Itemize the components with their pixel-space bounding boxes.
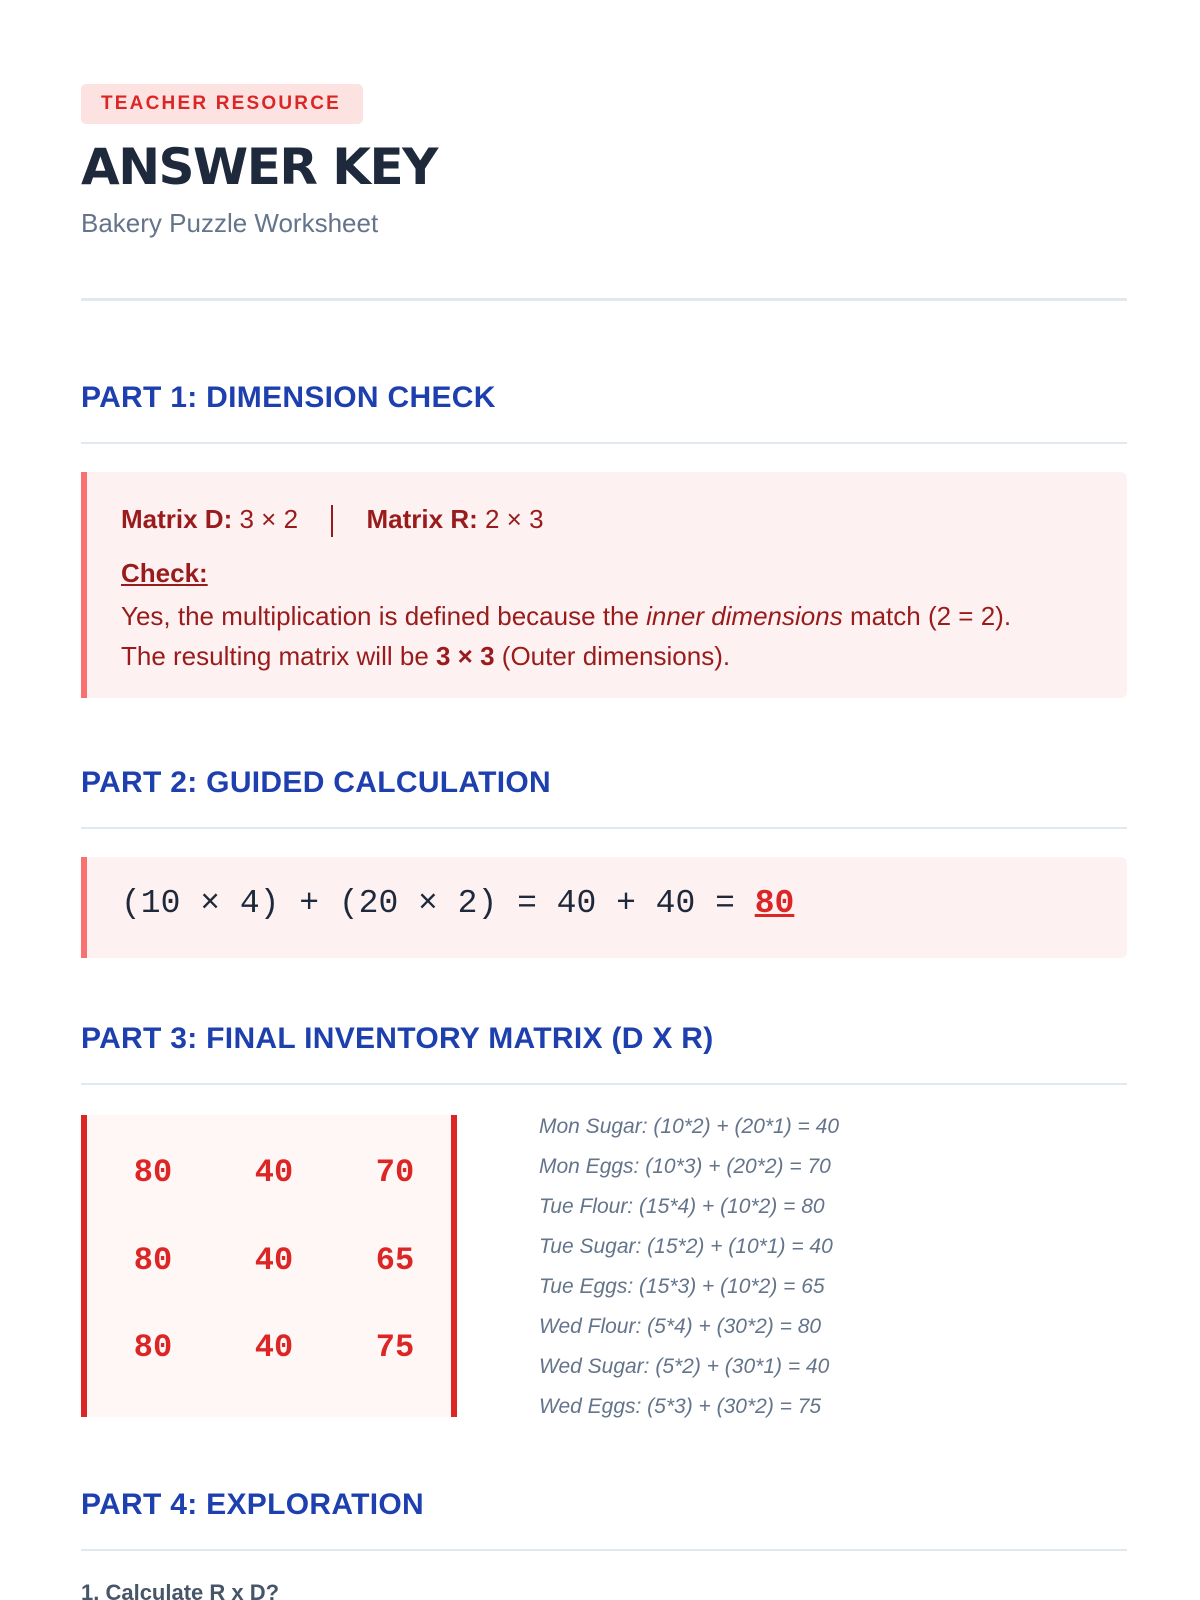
check-label: Check: (121, 558, 208, 588)
dimension-separator (331, 505, 333, 537)
calculation-notes (539, 1107, 839, 1427)
matrix-cell: 40 (254, 1154, 294, 1191)
calculation-note: Tue Flour: (15*4) + (10*2) = 80 (539, 1195, 825, 1218)
matrix-r-label: Matrix R: (366, 504, 478, 534)
inventory-matrix (81, 1115, 457, 1417)
exploration-question-1: 1. Calculate R x D? (81, 1580, 280, 1600)
expression-text: (10 × 4) + (20 × 2) = 40 + 40 = (121, 885, 755, 922)
matrix-cell: 80 (133, 1154, 173, 1191)
dimension-check-callout (81, 472, 1127, 698)
check-explanation (121, 596, 1121, 676)
matrix-cell: 65 (375, 1242, 415, 1279)
part2-title: PART 2: GUIDED CALCULATION (81, 766, 552, 799)
calculation-note: Wed Flour: (5*4) + (30*2) = 80 (539, 1315, 822, 1338)
part1-divider (81, 442, 1127, 444)
header-divider (81, 298, 1127, 301)
matrix-d-label: Matrix D: (121, 504, 233, 534)
teacher-resource-badge: TEACHER RESOURCE (81, 84, 363, 124)
check-line2-end: (Outer dimensions). (494, 641, 731, 671)
check-line1-end: match (2 = 2). (842, 601, 1012, 631)
page-title: ANSWER KEY (81, 138, 437, 196)
guided-calculation-callout (81, 857, 1127, 958)
answer-key-page (81, 0, 1127, 1600)
part3-title: PART 3: FINAL INVENTORY MATRIX (D X R) (81, 1022, 714, 1055)
matrix-cell: 40 (254, 1329, 294, 1366)
matrix-d-value: 3 × 2 (239, 504, 299, 534)
part4-divider (81, 1549, 1127, 1551)
calculation-note: Mon Sugar: (10*2) + (20*1) = 40 (539, 1115, 840, 1138)
check-line2-start: The resulting matrix will be (121, 641, 436, 671)
part3-divider (81, 1083, 1127, 1085)
page-subtitle: Bakery Puzzle Worksheet (81, 208, 379, 238)
calculation-note: Mon Eggs: (10*3) + (20*2) = 70 (539, 1155, 831, 1178)
matrix-cell: 70 (375, 1154, 415, 1191)
result-size: 3 × 3 (436, 641, 495, 671)
calculation-note: Wed Eggs: (5*3) + (30*2) = 75 (539, 1395, 822, 1418)
check-line1-start: Yes, the multiplication is defined because the (121, 601, 647, 631)
calculation-note: Tue Sugar: (15*2) + (10*1) = 40 (539, 1235, 833, 1258)
inner-dimensions-emphasis: inner dimensions (646, 601, 843, 631)
matrix-cell: 40 (254, 1242, 294, 1279)
part1-title: PART 1: DIMENSION CHECK (81, 381, 496, 414)
dimensions-line (121, 504, 544, 537)
part4-title: PART 4: EXPLORATION (81, 1488, 424, 1521)
calculation-note: Wed Sugar: (5*2) + (30*1) = 40 (539, 1355, 830, 1378)
matrix-cell: 80 (133, 1329, 173, 1366)
matrix-cell: 80 (133, 1242, 173, 1279)
calculation-note: Tue Eggs: (15*3) + (10*2) = 65 (539, 1275, 825, 1298)
calculation-result: 80 (754, 885, 795, 922)
matrix-cell: 75 (375, 1329, 415, 1366)
matrix-r-value: 2 × 3 (485, 504, 544, 534)
part2-divider (81, 827, 1127, 829)
calculation-expression (121, 885, 794, 922)
